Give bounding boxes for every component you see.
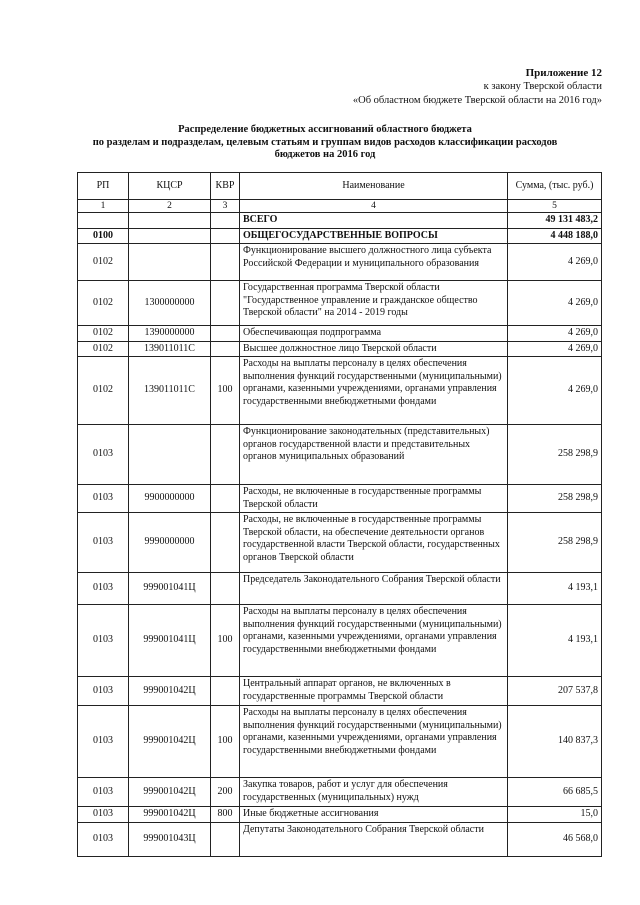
cell-rp: 0102	[78, 341, 129, 357]
column-number: 3	[211, 200, 240, 213]
table-row	[78, 213, 602, 229]
cell-rp: 0103	[78, 513, 129, 573]
column-number: 1	[78, 200, 129, 213]
cell-kvr	[211, 341, 240, 357]
cell-kcsr	[129, 213, 211, 229]
cell-kcsr: 999001042Ц	[129, 706, 211, 778]
cell-sum: 46 568,0	[508, 822, 602, 856]
budget-table	[77, 172, 602, 857]
cell-kcsr	[129, 244, 211, 281]
cell-kcsr: 139011011С	[129, 341, 211, 357]
cell-kcsr: 999001043Ц	[129, 822, 211, 856]
appendix-line-2: «Об областном бюджете Тверской области на 2016 год»	[352, 95, 602, 106]
table-row	[78, 706, 602, 778]
header-kvr: КВР	[211, 173, 240, 200]
cell-rp: 0103	[78, 706, 129, 778]
cell-kcsr: 9990000000	[129, 513, 211, 573]
cell-name: Функционирование высшего должностного лица субъекта Российской Федерации и муниципального образования	[240, 244, 508, 281]
cell-rp: 0103	[78, 485, 129, 513]
cell-kvr	[211, 822, 240, 856]
table-row	[78, 573, 602, 605]
table-row	[78, 513, 602, 573]
cell-kvr	[211, 677, 240, 706]
cell-rp: 0103	[78, 822, 129, 856]
cell-name: Депутаты Законодательного Собрания Тверской области	[240, 822, 508, 856]
cell-sum: 4 448 188,0	[508, 228, 602, 244]
table-row	[78, 281, 602, 326]
cell-rp: 0102	[78, 357, 129, 425]
document-title-line-3: бюджетов на 2016 год	[274, 149, 376, 160]
header-kcsr: КЦСР	[129, 173, 211, 200]
table-row	[78, 605, 602, 677]
cell-kvr: 100	[211, 357, 240, 425]
cell-sum: 140 837,3	[508, 706, 602, 778]
table-row	[78, 228, 602, 244]
column-number: 5	[508, 200, 602, 213]
cell-sum: 4 269,0	[508, 357, 602, 425]
cell-kvr	[211, 425, 240, 485]
cell-name: ВСЕГО	[240, 213, 508, 229]
cell-kcsr: 999001041Ц	[129, 573, 211, 605]
table-row	[78, 677, 602, 706]
cell-kvr: 800	[211, 807, 240, 823]
table-row	[78, 341, 602, 357]
header-sum: Сумма, (тыс. руб.)	[508, 173, 602, 200]
cell-sum: 4 269,0	[508, 244, 602, 281]
cell-kcsr: 999001042Ц	[129, 677, 211, 706]
cell-name: Закупка товаров, работ и услуг для обеспечения государственных (муниципальных) нужд	[240, 778, 508, 807]
cell-name: Расходы на выплаты персоналу в целях обеспечения выполнения функций государственными (муниципальными) органами, казенными учреждениями, органами управления государственными внебюджетными фондами	[240, 605, 508, 677]
cell-name: Расходы на выплаты персоналу в целях обеспечения выполнения функций государственными (муниципальными) органами, казенными учреждениями, органами управления государственными внебюджетными фондами	[240, 706, 508, 778]
cell-rp: 0103	[78, 573, 129, 605]
cell-kvr: 200	[211, 778, 240, 807]
table-row	[78, 326, 602, 342]
cell-sum: 258 298,9	[508, 485, 602, 513]
cell-rp: 0103	[78, 778, 129, 807]
document-title	[90, 124, 560, 162]
cell-sum: 4 269,0	[508, 341, 602, 357]
table-row	[78, 778, 602, 807]
cell-sum: 49 131 483,2	[508, 213, 602, 229]
cell-name: Председатель Законодательного Собрания Тверской области	[240, 573, 508, 605]
cell-rp: 0102	[78, 281, 129, 326]
cell-rp: 0103	[78, 677, 129, 706]
cell-name: Центральный аппарат органов, не включенных в государственные программы Тверской области	[240, 677, 508, 706]
cell-kvr	[211, 513, 240, 573]
cell-kcsr: 999001042Ц	[129, 778, 211, 807]
table-row	[78, 822, 602, 856]
column-number-row	[78, 200, 602, 213]
cell-name: Расходы на выплаты персоналу в целях обеспечения выполнения функций государственными (муниципальными) органами, казенными учреждениями, органами управления государственными внебюджетными фондами	[240, 357, 508, 425]
cell-rp	[78, 213, 129, 229]
cell-name: ОБЩЕГОСУДАРСТВЕННЫЕ ВОПРОСЫ	[240, 228, 508, 244]
cell-kcsr: 1300000000	[129, 281, 211, 326]
table-row	[78, 807, 602, 823]
cell-rp: 0102	[78, 244, 129, 281]
cell-kvr	[211, 213, 240, 229]
cell-kvr	[211, 573, 240, 605]
document-title-line-2: по разделам и подразделам, целевым статьям и группам видов расходов классификации расходов	[92, 136, 558, 148]
appendix-header	[353, 66, 602, 108]
cell-sum: 4 193,1	[508, 605, 602, 677]
table-row	[78, 357, 602, 425]
cell-sum: 4 269,0	[508, 281, 602, 326]
header-name: Наименование	[240, 173, 508, 200]
cell-name: Расходы, не включенные в государственные программы Тверской области	[240, 485, 508, 513]
cell-kvr	[211, 485, 240, 513]
cell-name: Высшее должностное лицо Тверской области	[240, 341, 508, 357]
cell-sum: 4 193,1	[508, 573, 602, 605]
cell-name: Функционирование законодательных (представительных) органов государственной власти и представительных органов муниципальных образований	[240, 425, 508, 485]
cell-rp: 0103	[78, 807, 129, 823]
cell-kcsr: 9900000000	[129, 485, 211, 513]
cell-rp: 0102	[78, 326, 129, 342]
cell-kcsr: 999001041Ц	[129, 605, 211, 677]
cell-kvr: 100	[211, 706, 240, 778]
cell-kcsr	[129, 228, 211, 244]
cell-rp: 0103	[78, 605, 129, 677]
cell-kvr	[211, 326, 240, 342]
table-row	[78, 425, 602, 485]
cell-kcsr: 999001042Ц	[129, 807, 211, 823]
table-header-row	[78, 173, 602, 200]
column-number: 2	[129, 200, 211, 213]
column-number: 4	[240, 200, 508, 213]
cell-sum: 4 269,0	[508, 326, 602, 342]
cell-sum: 15,0	[508, 807, 602, 823]
cell-kvr	[211, 244, 240, 281]
cell-rp: 0103	[78, 425, 129, 485]
appendix-title: Приложение 12	[525, 67, 602, 79]
cell-kcsr	[129, 425, 211, 485]
cell-name: Обеспечивающая подпрограмма	[240, 326, 508, 342]
header-rp: РП	[78, 173, 129, 200]
cell-name: Иные бюджетные ассигнования	[240, 807, 508, 823]
cell-kvr	[211, 281, 240, 326]
cell-kvr: 100	[211, 605, 240, 677]
cell-name: Государственная программа Тверской области "Государственное управление и гражданское общество Тверской области" на 2014 - 2019 годы	[240, 281, 508, 326]
document-title-line-1: Распределение бюджетных ассигнований областного бюджета	[178, 124, 472, 135]
cell-kcsr: 1390000000	[129, 326, 211, 342]
table-row	[78, 485, 602, 513]
appendix-line-1: к закону Тверской области	[483, 81, 602, 92]
table-row	[78, 244, 602, 281]
cell-sum: 207 537,8	[508, 677, 602, 706]
cell-kcsr: 139011011С	[129, 357, 211, 425]
cell-sum: 258 298,9	[508, 425, 602, 485]
cell-name: Расходы, не включенные в государственные программы Тверской области, на обеспечение деятельности органов государственной власти Тверской области, государственных органов Тверской области	[240, 513, 508, 573]
cell-rp: 0100	[78, 228, 129, 244]
cell-kvr	[211, 228, 240, 244]
cell-sum: 258 298,9	[508, 513, 602, 573]
cell-sum: 66 685,5	[508, 778, 602, 807]
